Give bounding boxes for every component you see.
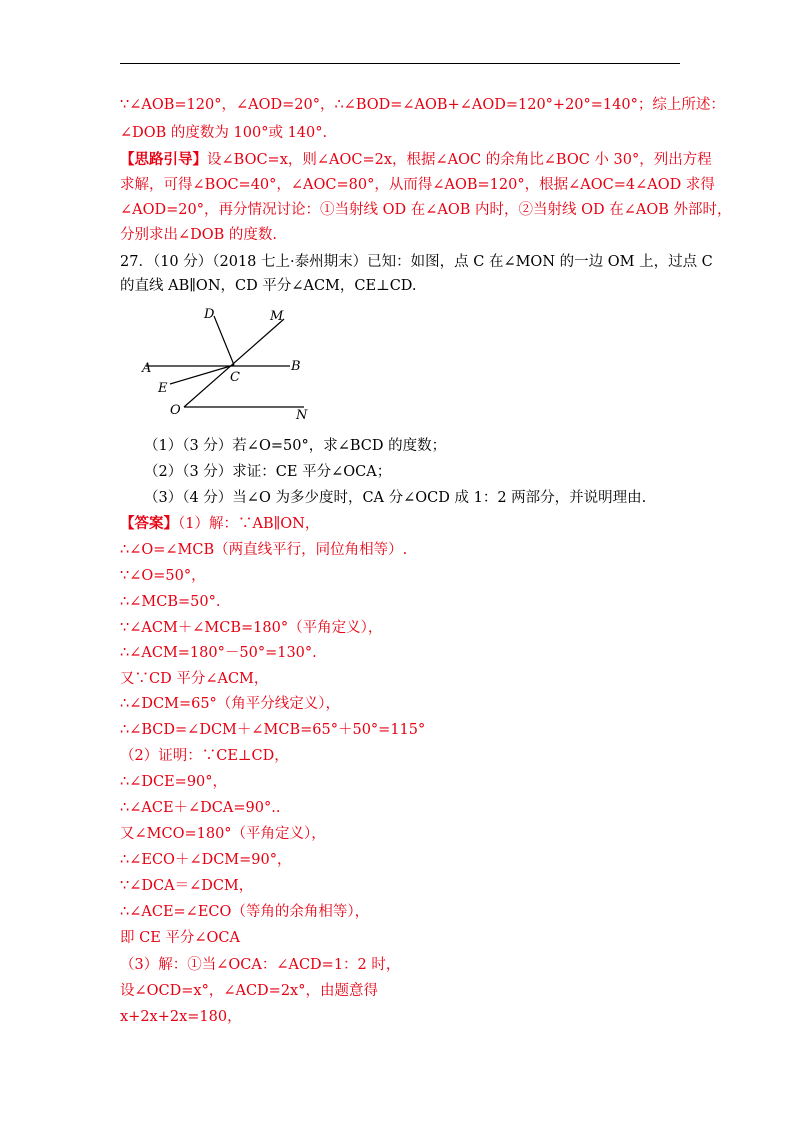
answer-line-19: 设∠OCD=x°，∠ACD=2x°，由题意得 [120, 983, 378, 999]
question-27-line-1: 27．（10 分）（2018 七上·泰州期末）已知：如图，点 C 在∠MON 的一边 OM 上，过点 C [120, 254, 713, 270]
answer-line-7: 又∵CD 平分∠ACM， [120, 671, 269, 687]
hint-text-1: 设∠BOC=x，则∠AOC=2x，根据∠AOC 的余角比∠BOC 小 30°，列出方程 [207, 152, 712, 168]
sub-question-3: （3）（4 分）当∠O 为多少度时，CA 分∠OCD 成 1：2 两部分，并说明理由. [144, 490, 647, 506]
hint-line-4: 分别求出∠DOB 的度数. [120, 227, 278, 243]
answer-line-4: ∴∠MCB=50°. [120, 594, 221, 610]
answer-line-13: 又∠MCO=180°（平角定义）， [120, 826, 326, 842]
answer-tag: 【答案】 [120, 515, 178, 532]
ray-cd [214, 316, 234, 365]
answer-line-2: ∴∠O=∠MCB（两直线平行，同位角相等）. [120, 542, 408, 558]
label-a: A [142, 361, 152, 376]
answer-line-15: ∵∠DCA＝∠DCM， [120, 878, 254, 894]
sub-question-1: （1）（3 分）若∠O=50°，求∠BCD 的度数； [144, 438, 447, 454]
label-m: M [270, 309, 284, 324]
answer-line-8: ∴∠DCM=65°（角平分线定义）， [120, 696, 341, 712]
answer-text-1: （1）解：∵AB∥ON， [178, 516, 320, 532]
solution-line-1: ∵∠AOB=120°，∠AOD=20°，∴∠BOD=∠AOB+∠AOD=120°+20°=140°；综上所述： [120, 97, 725, 113]
answer-line-5: ∵∠ACM＋∠MCB=180°（平角定义）， [120, 620, 383, 636]
answer-line-20: x+2x+2x=180， [120, 1009, 242, 1025]
hint-tag: 【思路引导】 [120, 151, 207, 168]
hint-line-3: ∠AOD=20°，再分情况讨论：①当射线 OD 在∠AOB 内时，②当射线 OD 在∠AOB 外部时， [120, 202, 732, 218]
answer-line-16: ∴∠ACE=∠ECO（等角的余角相等）， [120, 904, 370, 920]
label-n: N [296, 408, 308, 423]
answer-line-6: ∴∠ACM=180°－50°=130°. [120, 645, 317, 661]
label-c: C [230, 370, 240, 385]
solution-line-2: ∠DOB 的度数为 100°或 140°. [120, 125, 328, 141]
answer-line-11: ∴∠DCE=90°， [120, 774, 228, 790]
ray-ce [170, 365, 234, 384]
answer-line-18: （3）解：①当∠OCA：∠ACD=1：2 时， [120, 957, 401, 973]
answer-line-3: ∵∠O=50°， [120, 568, 206, 584]
answer-line-9: ∴∠BCD=∠DCM＋∠MCB=65°＋50°=115° [120, 722, 426, 738]
ray-om [184, 319, 284, 407]
label-o: O [170, 403, 181, 418]
answer-line-12: ∴∠ACE＋∠DCA=90°.. [120, 800, 281, 816]
label-b: B [291, 359, 301, 374]
header-rule [120, 63, 680, 64]
question-27-line-2: 的直线 AB∥ON，CD 平分∠ACM，CE⊥CD. [120, 278, 417, 294]
label-d: D [204, 307, 215, 322]
answer-line-17: 即 CE 平分∠OCA [120, 930, 240, 946]
geometry-figure [138, 304, 318, 426]
answer-line-1 [120, 514, 319, 534]
label-e: E [158, 381, 168, 396]
hint-line-1 [120, 150, 712, 170]
sub-question-2: （2）（3 分）求证：CE 平分∠OCA； [144, 464, 392, 480]
answer-line-10: （2）证明：∵CE⊥CD， [120, 748, 289, 764]
hint-line-2: 求解，可得∠BOC=40°，∠AOC=80°，从而得∠AOB=120°，根据∠AOC=4∠AOD 求得 [120, 177, 715, 193]
answer-line-14: ∴∠ECO＋∠DCM=90°， [120, 852, 292, 868]
